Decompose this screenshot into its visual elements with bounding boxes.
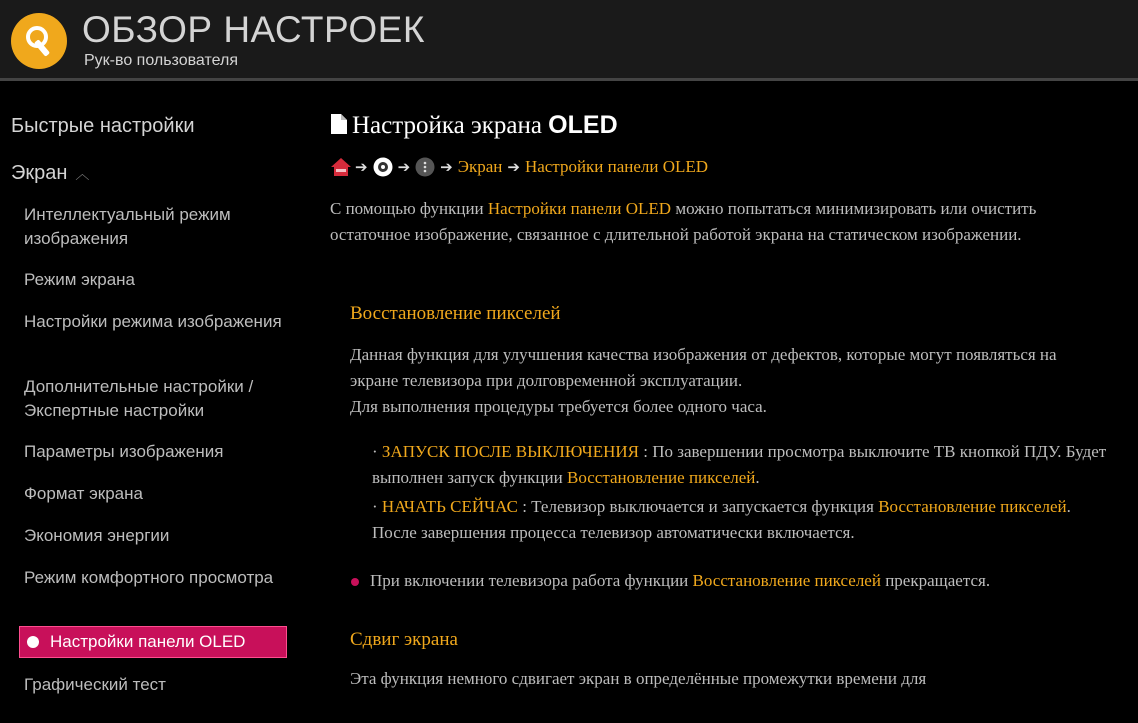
intro-text-end: можно попытаться минимизировать или очистить остаточное изображение, связанное с длительной работой экрана на статическом изображении. [330,199,1037,244]
bullet-icon: · [372,442,382,461]
sidebar-section-label: Экран [11,162,68,184]
page-title-bold: OLED [548,111,618,139]
arrow-right-icon: ➔ [397,159,411,176]
arrow-right-icon: ➔ [355,159,368,176]
page-header-subtitle: Рук-во пользователя [84,52,238,69]
sidebar-item-expert-settings[interactable]: Дополнительные настройки / Экспертные настройки [24,377,254,420]
section2-paragraph: Эта функция немного сдвигает экран в определённые промежутки времени для [350,669,927,688]
intro-link[interactable]: Настройки панели OLED [487,199,672,218]
sidebar-item-picture-options[interactable]: Параметры изображения [24,442,224,461]
sidebar-item-picture-test[interactable]: Графический тест [24,675,166,694]
note-text: При включении телевизора работа функции [370,571,693,590]
chevron-up-icon: ︿ [75,165,90,182]
note-link[interactable]: Восстановление пикселей [692,571,881,590]
sidebar-item-smart-picture[interactable]: Интеллектуальный режим изображения [24,205,231,248]
sidebar-quick-settings[interactable]: Быстрые настройки [11,115,195,137]
active-dot-icon [27,636,39,648]
sidebar-item-picture-mode-settings[interactable]: Настройки режима изображения [24,312,282,331]
bullet-link[interactable]: Восстановление пикселей [566,468,756,487]
bullet-end: . [755,468,760,487]
bullet-link[interactable]: Восстановление пикселей [878,497,1067,516]
breadcrumb-screen[interactable]: Экран [457,157,503,176]
sidebar-item-aspect-ratio[interactable]: Формат экрана [24,484,143,503]
breadcrumb-oled-panel[interactable]: Настройки панели OLED [524,157,709,176]
arrow-right-icon: ➔ [507,159,520,176]
bullet-text: : По завершении просмотра выключите ТВ кнопкой ПДУ. Будет выполнен запуск функции [372,442,1107,487]
more-icon[interactable] [415,157,435,177]
bullet-end: . После завершения процесса телевизор автоматически включается. [372,497,1071,542]
sidebar-item-energy-saving[interactable]: Экономия энергии [24,526,170,545]
note-paragraph [370,568,1110,594]
note-text-end: прекращается. [880,571,991,590]
settings-wrench-icon [11,13,67,69]
sidebar-item-screen-mode[interactable]: Режим экрана [24,270,135,289]
section1-paragraph [350,342,1080,420]
document-icon [330,113,348,142]
bullet-label: НАЧАТЬ СЕЙЧАС [381,497,518,516]
header-bar [0,0,1138,78]
section1-text: Данная функция для улучшения качества изображения от дефектов, которые могут появляться на экране телевизора при долговременной эксплуатации. [350,345,1057,390]
page-title [330,111,618,142]
page-header-title: ОБЗОР НАСТРОЕК [82,9,425,50]
sidebar-item-label: Настройки панели OLED [50,632,246,651]
intro-text: С помощью функции [330,199,488,218]
gear-icon[interactable] [373,157,393,177]
home-icon[interactable] [330,157,350,177]
main-content [330,81,1120,723]
breadcrumb [330,155,708,179]
section-heading-pixel-refresher: Восстановление пикселей [350,303,561,324]
bullet-run-after-off [372,439,1112,491]
sidebar-section-screen[interactable] [11,162,89,185]
page-title-text: Настройка экрана [352,112,549,139]
bullet-start-now [372,494,1112,546]
bullet-label: ЗАПУСК ПОСЛЕ ВЫКЛЮЧЕНИЯ [381,442,639,461]
section-heading-screen-shift: Сдвиг экрана [350,629,458,650]
intro-paragraph [330,196,1050,248]
sidebar-item-oled-panel-settings[interactable] [19,626,287,658]
sidebar [0,81,300,723]
section1-duration-text: Для выполнения процедуры требуется более одного часа. [350,397,767,416]
note-bullet-icon [351,578,359,586]
arrow-right-icon: ➔ [440,159,453,176]
bullet-text: : Телевизор выключается и запускается функция [517,497,879,516]
sidebar-item-eye-comfort[interactable]: Режим комфортного просмотра [24,568,274,587]
bullet-icon: · [372,497,382,516]
